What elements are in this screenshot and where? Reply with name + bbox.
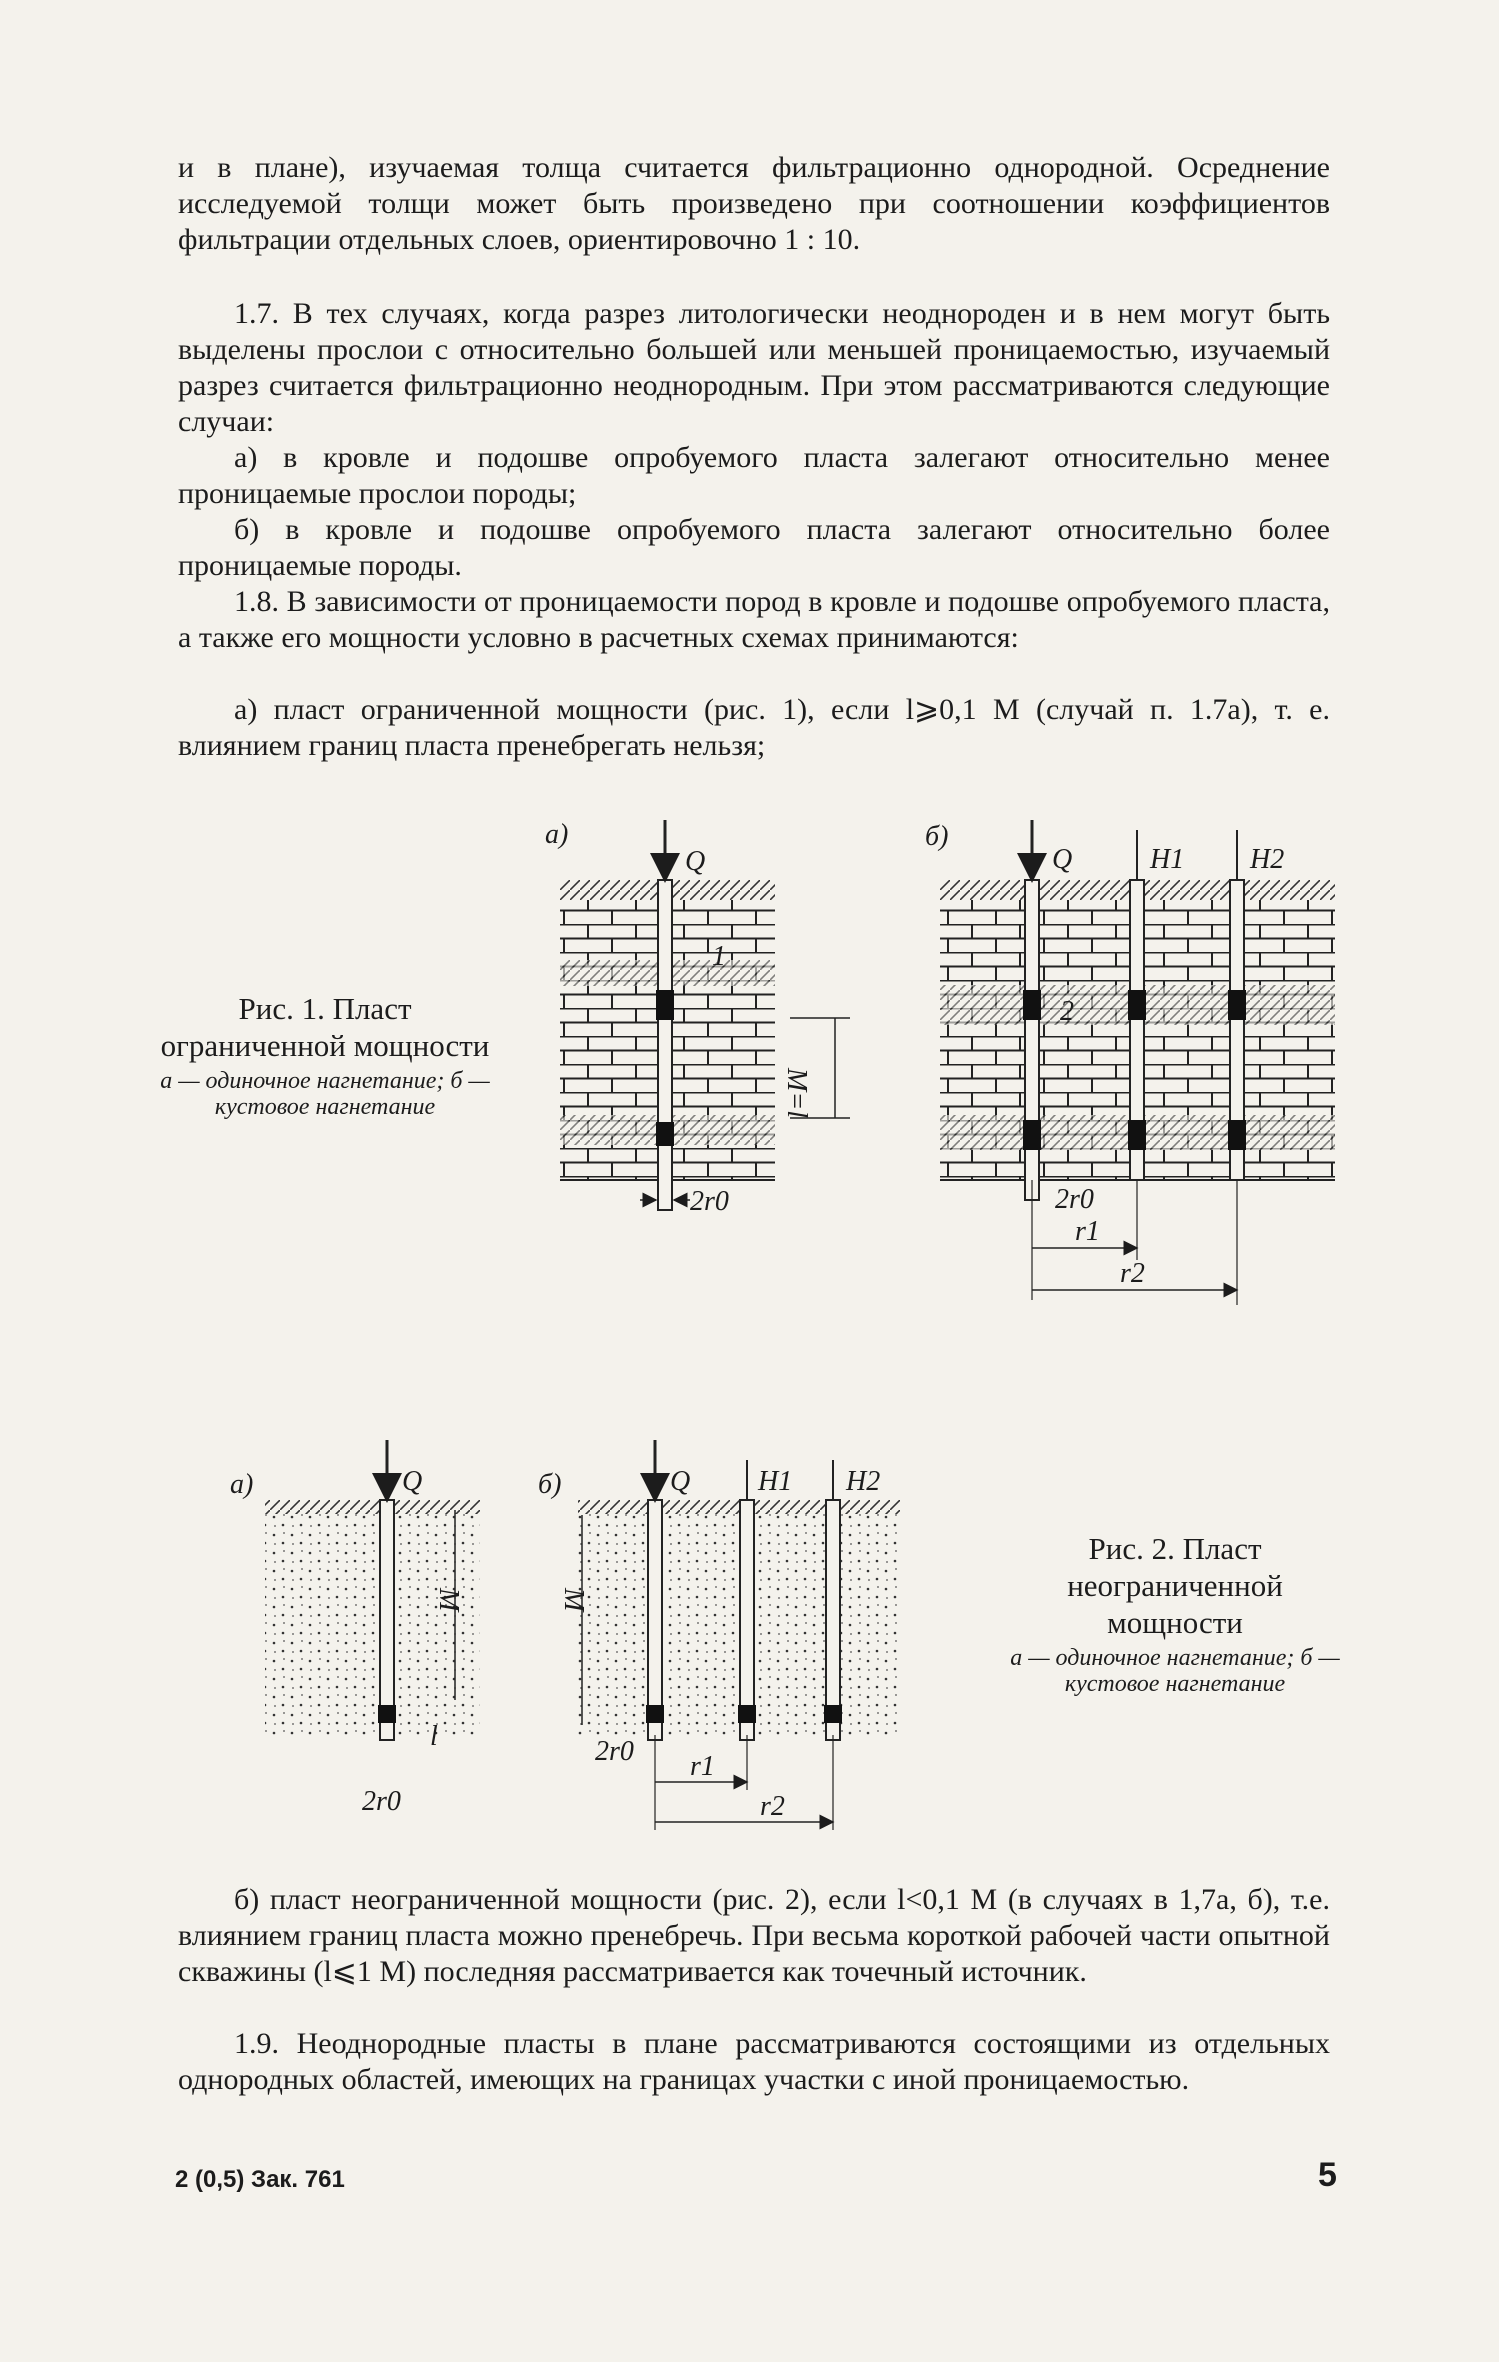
paragraph-1-7: 1.7. В тех случаях, когда разрез литологически неоднороден и в нем могут быть выделены прослои с относительно большей или меньшей проницаемостью, изучаемый разрез считается фильтрационно неоднородным. При этом рассматриваются следующие случаи: bbox=[178, 297, 1330, 438]
figure-2b-h1: H1 bbox=[758, 1466, 793, 1497]
figure-2b-injection-well bbox=[648, 1500, 662, 1740]
paragraph-1-9: 1.9. Неоднородные пласты в плане рассматриваются состоящими из отдельных однородных областей, имеющих на границах участки с иной проницаемостью. bbox=[178, 2027, 1330, 2096]
figure-1b-dim-r1: r1 bbox=[1075, 1216, 1100, 1247]
figure-1a-label: а) bbox=[545, 819, 569, 850]
figure-2b-label: б) bbox=[538, 1469, 562, 1500]
paragraph-limited-thickness: а) пласт ограниченной мощности (рис. 1), если l⩾0,1 M (случай п. 1.7а), т. е. влиянием границ пласта пренебрегать нельзя; bbox=[178, 693, 1330, 762]
figure-2-subtitle: а — одиночное нагнетание; б — кустовое нагнетание bbox=[1010, 1645, 1340, 1697]
figure-1b-h2: H2 bbox=[1250, 844, 1285, 875]
paragraph-unlimited-thickness: б) пласт неограниченной мощности (рис. 2), если l<0,1 M (в случаях в 1,7а, б), т.е. влиянием границ пласта можно пренебречь. При весьма короткой рабочей части опытной скважины (l⩽1 M) последняя рассматривается как точечный источник. bbox=[178, 1883, 1330, 1988]
figure-1b-label: б) bbox=[925, 821, 949, 852]
figure-2b-q: Q bbox=[670, 1466, 691, 1497]
page-number: 5 bbox=[1318, 2156, 1337, 2194]
figure-1a-screen-bottom bbox=[656, 1122, 674, 1146]
figure-2a-q: Q bbox=[402, 1466, 423, 1497]
figure-1b-dim-r2: r2 bbox=[1120, 1258, 1145, 1289]
figure-1b-injection-well bbox=[1025, 880, 1039, 1200]
figure-1b-dim-2r0: 2r0 bbox=[1055, 1184, 1094, 1215]
figure-2a bbox=[230, 1440, 480, 1817]
figure-2b-h2: H2 bbox=[846, 1466, 881, 1497]
figure-1a-well bbox=[658, 880, 672, 1210]
figure-1b-h1: H1 bbox=[1150, 844, 1185, 875]
figure-1b-layer: 2 bbox=[1060, 996, 1074, 1027]
figure-2b bbox=[538, 1440, 900, 1830]
figure-2b-dim-2r0: 2r0 bbox=[595, 1736, 634, 1767]
figure-2a-well bbox=[380, 1500, 394, 1740]
paragraph-1-8: 1.8. В зависимости от проницаемости пород в кровле и подошве опробуемого пласта, а также его мощности условно в расчетных схемах принимаются: bbox=[178, 585, 1330, 654]
figure-1b-q: Q bbox=[1052, 844, 1073, 875]
figure-2b-dim-m: M bbox=[558, 1588, 589, 1612]
paragraph-intro: и в плане), изучаемая толща считается фильтрационно однородной. Осреднение исследуемой толщи может быть произведено при соотношении коэффициентов фильтрации отдельных слоев, ориентировочно 1 : 10. bbox=[178, 151, 1330, 256]
figure-2-title: Рис. 2. Пласт неограниченной мощности bbox=[1067, 1531, 1283, 1640]
figure-1-title: Рис. 1. Пласт ограниченной мощности bbox=[160, 991, 490, 1063]
footer-print-info: 2 (0,5) Зак. 761 bbox=[175, 2166, 345, 2193]
figure-2b-dim-r2: r2 bbox=[760, 1791, 785, 1822]
paragraph-case-a: а) в кровле и подошве опробуемого пласта залегают относительно менее проницаемые прослои породы; bbox=[178, 441, 1330, 510]
figure-1a bbox=[545, 819, 850, 1217]
figure-2a-dim-2r0: 2r0 bbox=[362, 1786, 401, 1817]
figure-1a-screen-top bbox=[656, 990, 674, 1020]
figure-2a-stratum bbox=[265, 1500, 480, 1735]
paragraph-case-b: б) в кровле и подошве опробуемого пласта залегают относительно более проницаемые породы. bbox=[178, 513, 1330, 582]
figure-1b bbox=[925, 820, 1335, 1305]
figure-1a-q: Q bbox=[685, 846, 706, 877]
figure-2b-observation-well-2 bbox=[826, 1500, 840, 1740]
figure-2a-label: а) bbox=[230, 1469, 254, 1500]
figure-2a-dim-m: M bbox=[433, 1588, 464, 1612]
figure-2b-observation-well-1 bbox=[740, 1500, 754, 1740]
figure-2a-dim-l: l bbox=[430, 1721, 438, 1752]
figure-1a-dim-m: M=l bbox=[781, 1068, 812, 1118]
figure-1-subtitle: а — одиночное нагнетание; б — кустовое нагнетание bbox=[160, 1068, 490, 1120]
figure-2b-dim-r1: r1 bbox=[690, 1751, 715, 1782]
figure-1a-dim-2r0: 2r0 bbox=[690, 1186, 729, 1217]
figure-1a-layer: 1 bbox=[712, 941, 726, 972]
